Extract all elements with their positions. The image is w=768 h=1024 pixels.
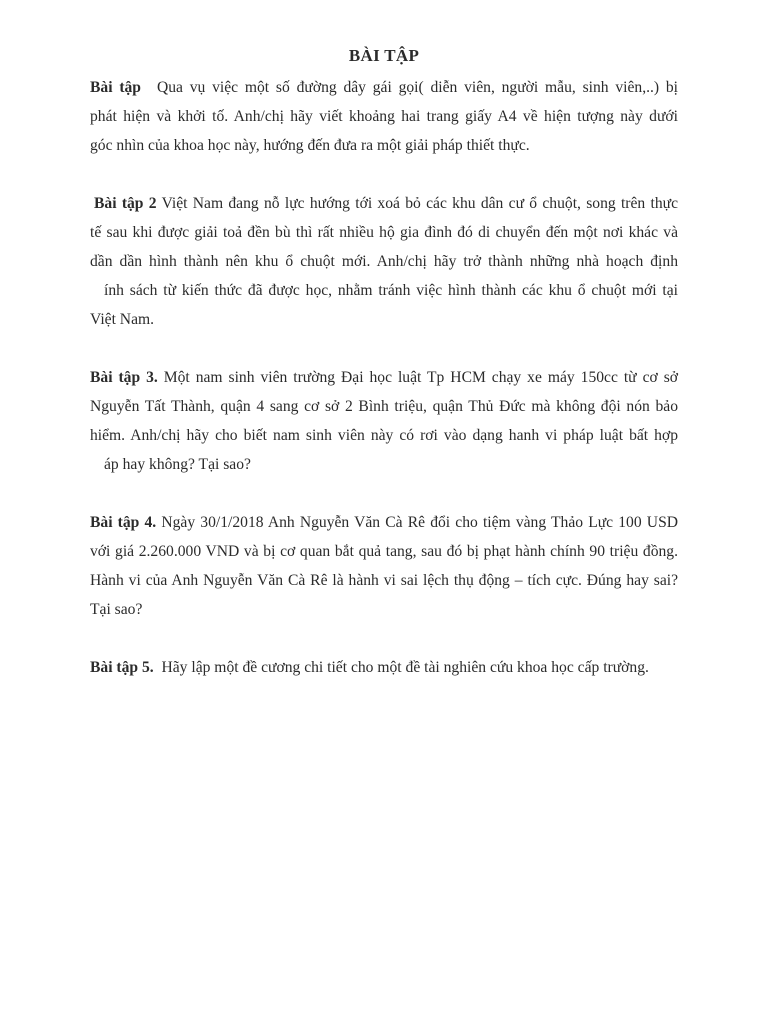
exercise-2-line-2: tế sau khi được giải toả đền bù thì rất nhiều hộ gia đình đó di chuyển đến một nơi khác và	[90, 224, 678, 241]
exercise-3-label: Bài tập 3.	[90, 369, 158, 386]
exercise-2-line-1	[94, 194, 678, 214]
exercise-3-text: Một nam sinh viên trường Đại học luật Tp HCM chạy xe máy 150cc từ cơ sở	[163, 369, 679, 386]
exercise-2-label: Bài tập 2	[94, 195, 157, 212]
exercise-1-text: Qua vụ việc một số đường dây gái gọi( diễn viên, người mẫu, sinh viên,..) bị	[156, 79, 678, 96]
exercise-2-line-4: ính sách từ kiến thức đã được học, nhằm tránh việc hình thành các khu ổ chuột mới tại	[104, 282, 678, 299]
exercise-3-line-4: áp hay không? Tại sao?	[104, 456, 251, 473]
page-title: BÀI TẬP	[348, 46, 420, 65]
exercise-4-line-3: Hành vi của Anh Nguyễn Văn Cà Rê là hành vi sai lệch thụ động – tích cực. Đúng hay sai?	[90, 572, 678, 589]
exercise-2-line-5: Việt Nam.	[90, 311, 155, 328]
exercise-5-label: Bài tập 5.	[90, 659, 154, 676]
exercise-3-line-2: Nguyễn Tất Thành, quận 4 sang cơ sở 2 Bình triệu, quận Thủ Đức mà không đội nón bảo	[90, 398, 678, 415]
exercise-3-line-3: hiểm. Anh/chị hãy cho biết nam sinh viên này có rơi vào dạng hanh vi pháp luật bất hợp	[90, 427, 678, 444]
exercise-4-label: Bài tập 4.	[90, 514, 157, 531]
exercise-4-line-1	[90, 513, 678, 533]
exercise-4-line-4: Tại sao?	[90, 601, 143, 618]
exercise-1-line-1	[90, 78, 678, 98]
exercise-1-label: Bài tập	[90, 79, 141, 96]
exercise-3-line-1	[90, 368, 678, 388]
exercise-2-line-3: dần dần hình thành nên khu ổ chuột mới. Anh/chị hãy trở thành những nhà hoạch định	[90, 253, 678, 270]
exercise-4-text: Ngày 30/1/2018 Anh Nguyễn Văn Cà Rê đổi cho tiệm vàng Thảo Lực 100 USD	[161, 514, 679, 531]
exercise-4-line-2: với giá 2.260.000 VND và bị cơ quan bắt quả tang, sau đó bị phạt hành chính 90 triệu đồng.	[90, 543, 678, 560]
exercise-2-text: Việt Nam đang nỗ lực hướng tới xoá bỏ các khu dân cư ổ chuột, song trên thực	[161, 195, 678, 212]
exercise-5-line-1	[90, 658, 678, 678]
exercise-5-text: Hãy lập một đề cương chi tiết cho một đề tài nghiên cứu khoa học cấp trường.	[161, 659, 649, 676]
exercise-1-line-2: phát hiện và khởi tố. Anh/chị hãy viết khoảng hai trang giấy A4 về hiện tượng này dưới	[90, 108, 678, 125]
exercise-1-line-3: góc nhìn của khoa học này, hướng đến đưa ra một giải pháp thiết thực.	[90, 137, 530, 154]
